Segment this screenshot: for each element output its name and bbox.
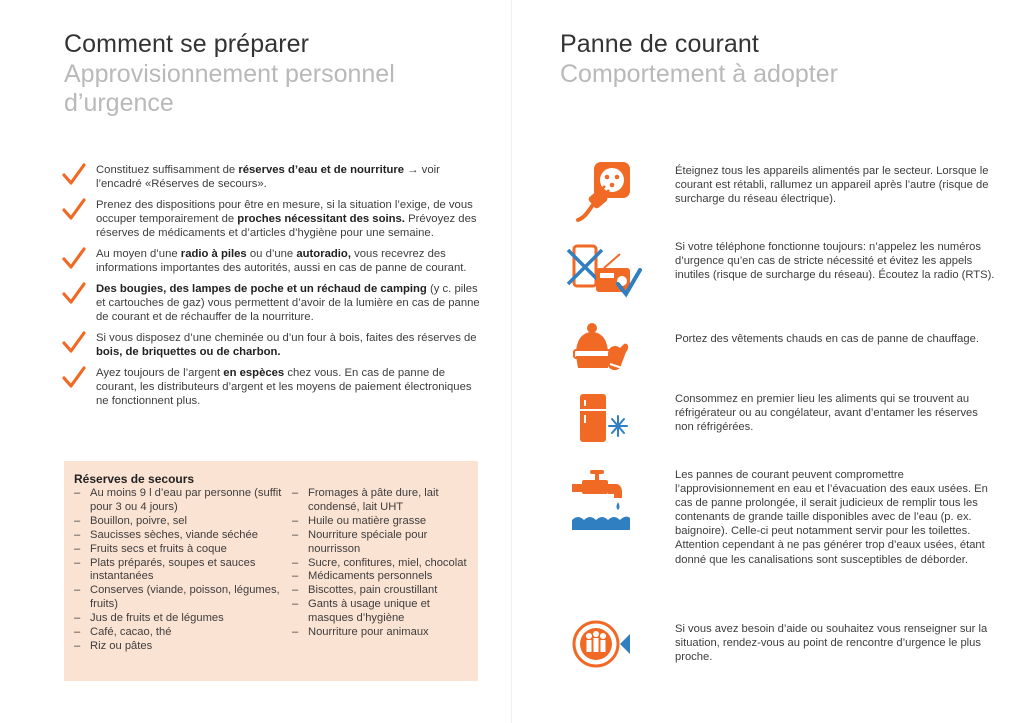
- checklist-item: [62, 163, 480, 191]
- left-title: Comment se préparer: [64, 30, 310, 58]
- reserve-item: – Gants à usage unique et masques d’hygiène: [292, 598, 472, 626]
- checklist-text: → voir l’encadré «Réserves de secours».: [96, 164, 440, 191]
- reserves-title: Réserves de secours: [74, 472, 195, 486]
- checklist-text: chez vous. En cas de panne de courant, les distributeurs d’argent et les moyens de paiement électroniques ne fonctionnent plus.: [96, 366, 472, 408]
- checklist-bold-text: autoradio,: [296, 248, 351, 261]
- warm-clothes-icon: [564, 320, 638, 376]
- phone-radio-icon: [564, 240, 638, 302]
- checkmark-icon: [62, 366, 86, 390]
- checklist-text: (y c. piles et cartouches de gaz) vous permettent d’avoir de la lumière en cas de panne de courant et de réchauffer de la nourriture.: [96, 282, 480, 324]
- checklist-text: ou d’une: [246, 248, 297, 261]
- reserves-column-1: [74, 487, 286, 654]
- checklist-text: Prévoyez des réserves de médicaments et d’articles d’hygiène pour une semaine.: [96, 213, 477, 240]
- tip-text: Éteignez tous les appareils alimentés par le secteur. Lorsque le courant est rétabli, rallumez un appareil après l’autre (risque de surcharge du réseau électrique).: [675, 165, 989, 206]
- left-subtitle: Approvisionnement personnel d’urgence: [64, 60, 395, 117]
- checklist-text: Si vous disposez d’une cheminée ou d’un four à bois, faites des réserves de: [96, 332, 477, 345]
- checklist-item: [62, 247, 480, 275]
- checklist-bold-text: réserves d’eau et de nourriture: [238, 164, 405, 176]
- checklist-bold-text: en espèces: [223, 366, 285, 379]
- checkmark-icon: [62, 247, 86, 271]
- checklist-text: Constituez suffisamment de: [96, 164, 239, 176]
- checklist-item: [62, 366, 480, 409]
- right-title: Panne de courant: [560, 30, 759, 58]
- checklist-item: [62, 331, 480, 359]
- reserve-item: – Huile ou matière grasse: [292, 515, 472, 529]
- right-subtitle: Comportement à adopter: [560, 60, 838, 88]
- checklist-item: [62, 282, 480, 325]
- reserve-item: – Plats préparés, soupes et sauces instantanées: [74, 557, 286, 585]
- checklist-text: Ayez toujours de l’argent: [96, 366, 224, 379]
- fridge-icon: [564, 390, 638, 446]
- reserve-item: – Fruits secs et fruits à coque: [74, 543, 286, 557]
- reserve-item: – Au moins 9 l d’eau par personne (suffit pour 3 ou 4 jours): [74, 487, 286, 515]
- checkmark-icon: [62, 331, 86, 355]
- preparation-checklist: [62, 163, 480, 415]
- meeting-point-icon: [564, 614, 638, 674]
- water-tap-icon: [564, 468, 638, 542]
- power-plug-icon: [564, 160, 638, 226]
- tip-text: Si votre téléphone fonctionne toujours: n’appelez les numéros d’urgence qu’en cas de stricte nécessité et évitez les appels inutiles (risque de surcharge du réseau). Écoutez la radio (RTS).: [675, 241, 995, 282]
- checklist-bold-text: Des bougies, des lampes de poche et un réchaud de camping: [96, 282, 427, 295]
- reserve-item: – Nourriture pour animaux: [292, 626, 472, 640]
- tip-text: Si vous avez besoin d’aide ou souhaitez vous renseigner sur la situation, rendez-vous au point de rencontre d’urgence le plus proche.: [675, 623, 988, 664]
- reserve-item: – Sucre, confitures, miel, chocolat: [292, 557, 472, 571]
- reserve-item: – Nourriture spéciale pour nourrisson: [292, 529, 472, 557]
- tip-text: Les pannes de courant peuvent compromettre l’approvisionnement en eau et l’évacuation des eaux usées. En cas de panne prolongée, il serait judicieux de remplir tous les contenants de grande taille disponibles avec de l’eau (p. ex. baignoire). Celle-ci peut notamment servir pour les toilettes. Attention cependant à ne pas générer trop d’eaux usées, étant donné que les canalisations sont susceptibles de déborder.: [675, 469, 988, 566]
- reserve-item: – Café, cacao, thé: [74, 626, 286, 640]
- reserves-box: [64, 461, 478, 681]
- checklist-item: [62, 198, 480, 241]
- reserve-item: – Conserves (viande, poisson, légumes, fruits): [74, 584, 286, 612]
- reserve-item: – Riz ou pâtes: [74, 640, 286, 654]
- checkmark-icon: [62, 282, 86, 306]
- reserve-item: – Biscottes, pain croustillant: [292, 584, 472, 598]
- tip-text: Consommez en premier lieu les aliments qui se trouvent au réfrigérateur ou au congélateur, avant d’entamer les réserves non réfrigérées.: [675, 393, 978, 434]
- reserve-item: – Bouillon, poivre, sel: [74, 515, 286, 529]
- right-page: [512, 0, 1024, 723]
- checklist-text: Prenez des dispositions pour être en mesure, si la situation l’exige, de vous occuper temporairement de: [96, 198, 473, 226]
- tip-text: Portez des vêtements chauds en cas de panne de chauffage.: [675, 333, 979, 345]
- checkmark-icon: [62, 163, 86, 187]
- checklist-bold-text: proches nécessitant des soins.: [237, 213, 405, 226]
- checklist-text: vous recevrez des informations importantes des autorités, aussi en cas de panne de courant.: [96, 248, 467, 275]
- checklist-bold-text: radio à piles: [180, 248, 247, 261]
- reserve-item: – Saucisses sèches, viande séchée: [74, 529, 286, 543]
- checklist-text: Au moyen d’une: [96, 248, 181, 261]
- reserve-item: – Médicaments personnels: [292, 570, 472, 584]
- reserves-column-2: [292, 487, 472, 640]
- reserve-item: – Fromages à pâte dure, lait condensé, lait UHT: [292, 487, 472, 515]
- checklist-bold-text: bois, de briquettes ou de charbon.: [96, 346, 281, 359]
- reserve-item: – Jus de fruits et de légumes: [74, 612, 286, 626]
- checkmark-icon: [62, 198, 86, 222]
